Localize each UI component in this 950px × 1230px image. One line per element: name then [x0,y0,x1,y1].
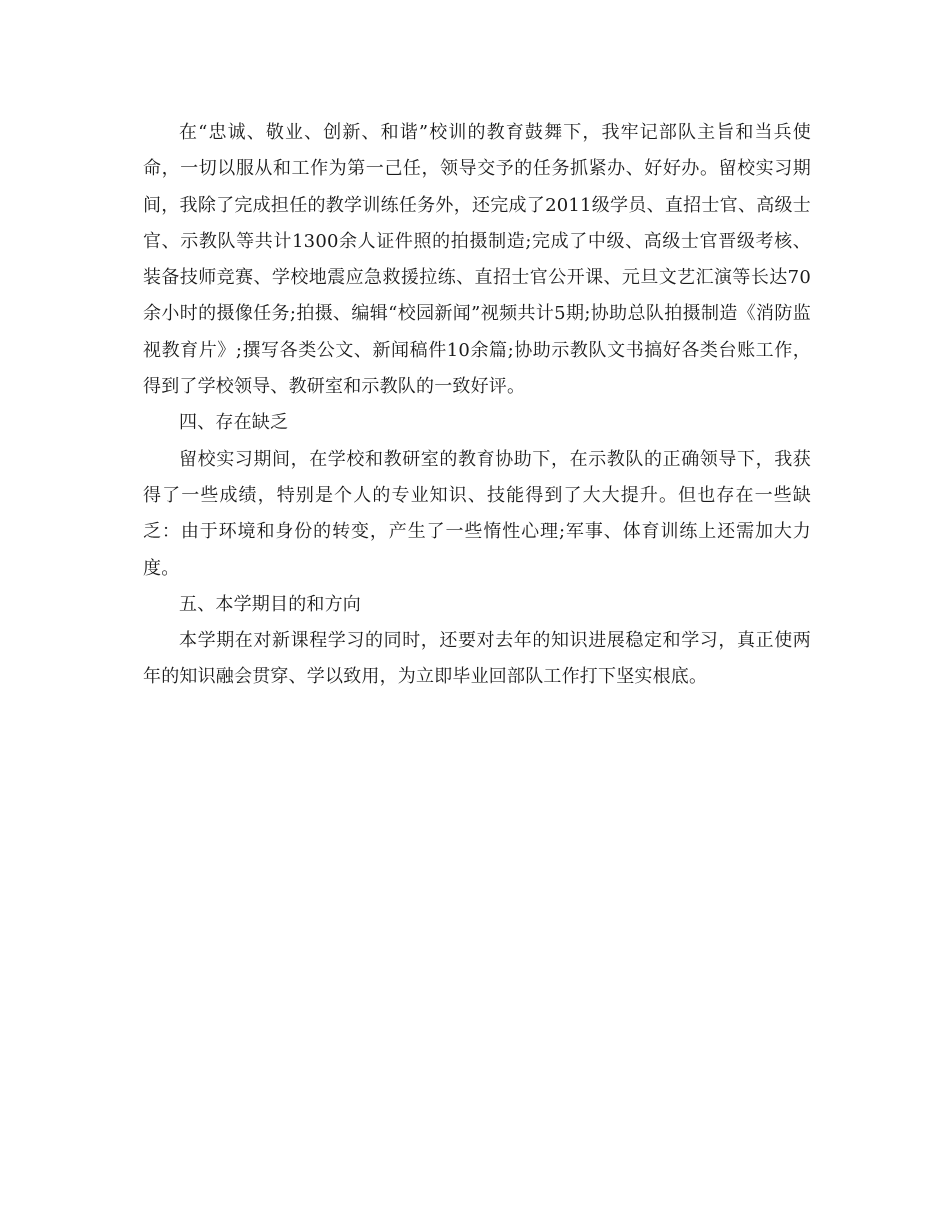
paragraph-goals: 本学期在对新课程学习的同时，还要对去年的知识进展稳定和学习，真正使两年的知识融会贯穿、学以致用，为立即毕业回部队工作打下坚实根底。 [143,630,811,688]
paragraph-shortcomings: 留校实习期间，在学校和教研室的教育协助下，在示教队的正确领导下，我获得了一些成绩，特别是个人的专业知识、技能得到了大大提升。但也存在一些缺乏：由于环境和身份的转变，产生了一些惰性心理;军事、体育训练上还需加大力度。 [143,448,811,579]
paragraph-school-motto-achievements: 在“忠诚、敬业、创新、和谐”校训的教育鼓舞下，我牢记部队主旨和当兵使命，一切以服从和工作为第一己任，领导交予的任务抓紧办、好好办。留校实习期间，我除了完成担任的教学训练任务外，还完成了2011级学员、直招士官、高级士官、示教队等共计1300余人证件照的拍摄制造;完成了中级、高级士官晋级考核、装备技师竞赛、学校地震应急救援拉练、直招士官公开课、元旦文艺汇演等长达70余小时的摄像任务;拍摄、编辑“校园新闻”视频共计5期;协助总队拍摄制造《消防监视教育片》;撰写各类公文、新闻稿件10余篇;协助示教队文书搞好各类台账工作，得到了学校领导、教研室和示教队的一致好评。 [143,122,811,398]
document-body [143,115,811,696]
section-heading-shortcomings: 四、存在缺乏 [179,412,289,434]
section-heading-goals: 五、本学期目的和方向 [179,593,361,615]
